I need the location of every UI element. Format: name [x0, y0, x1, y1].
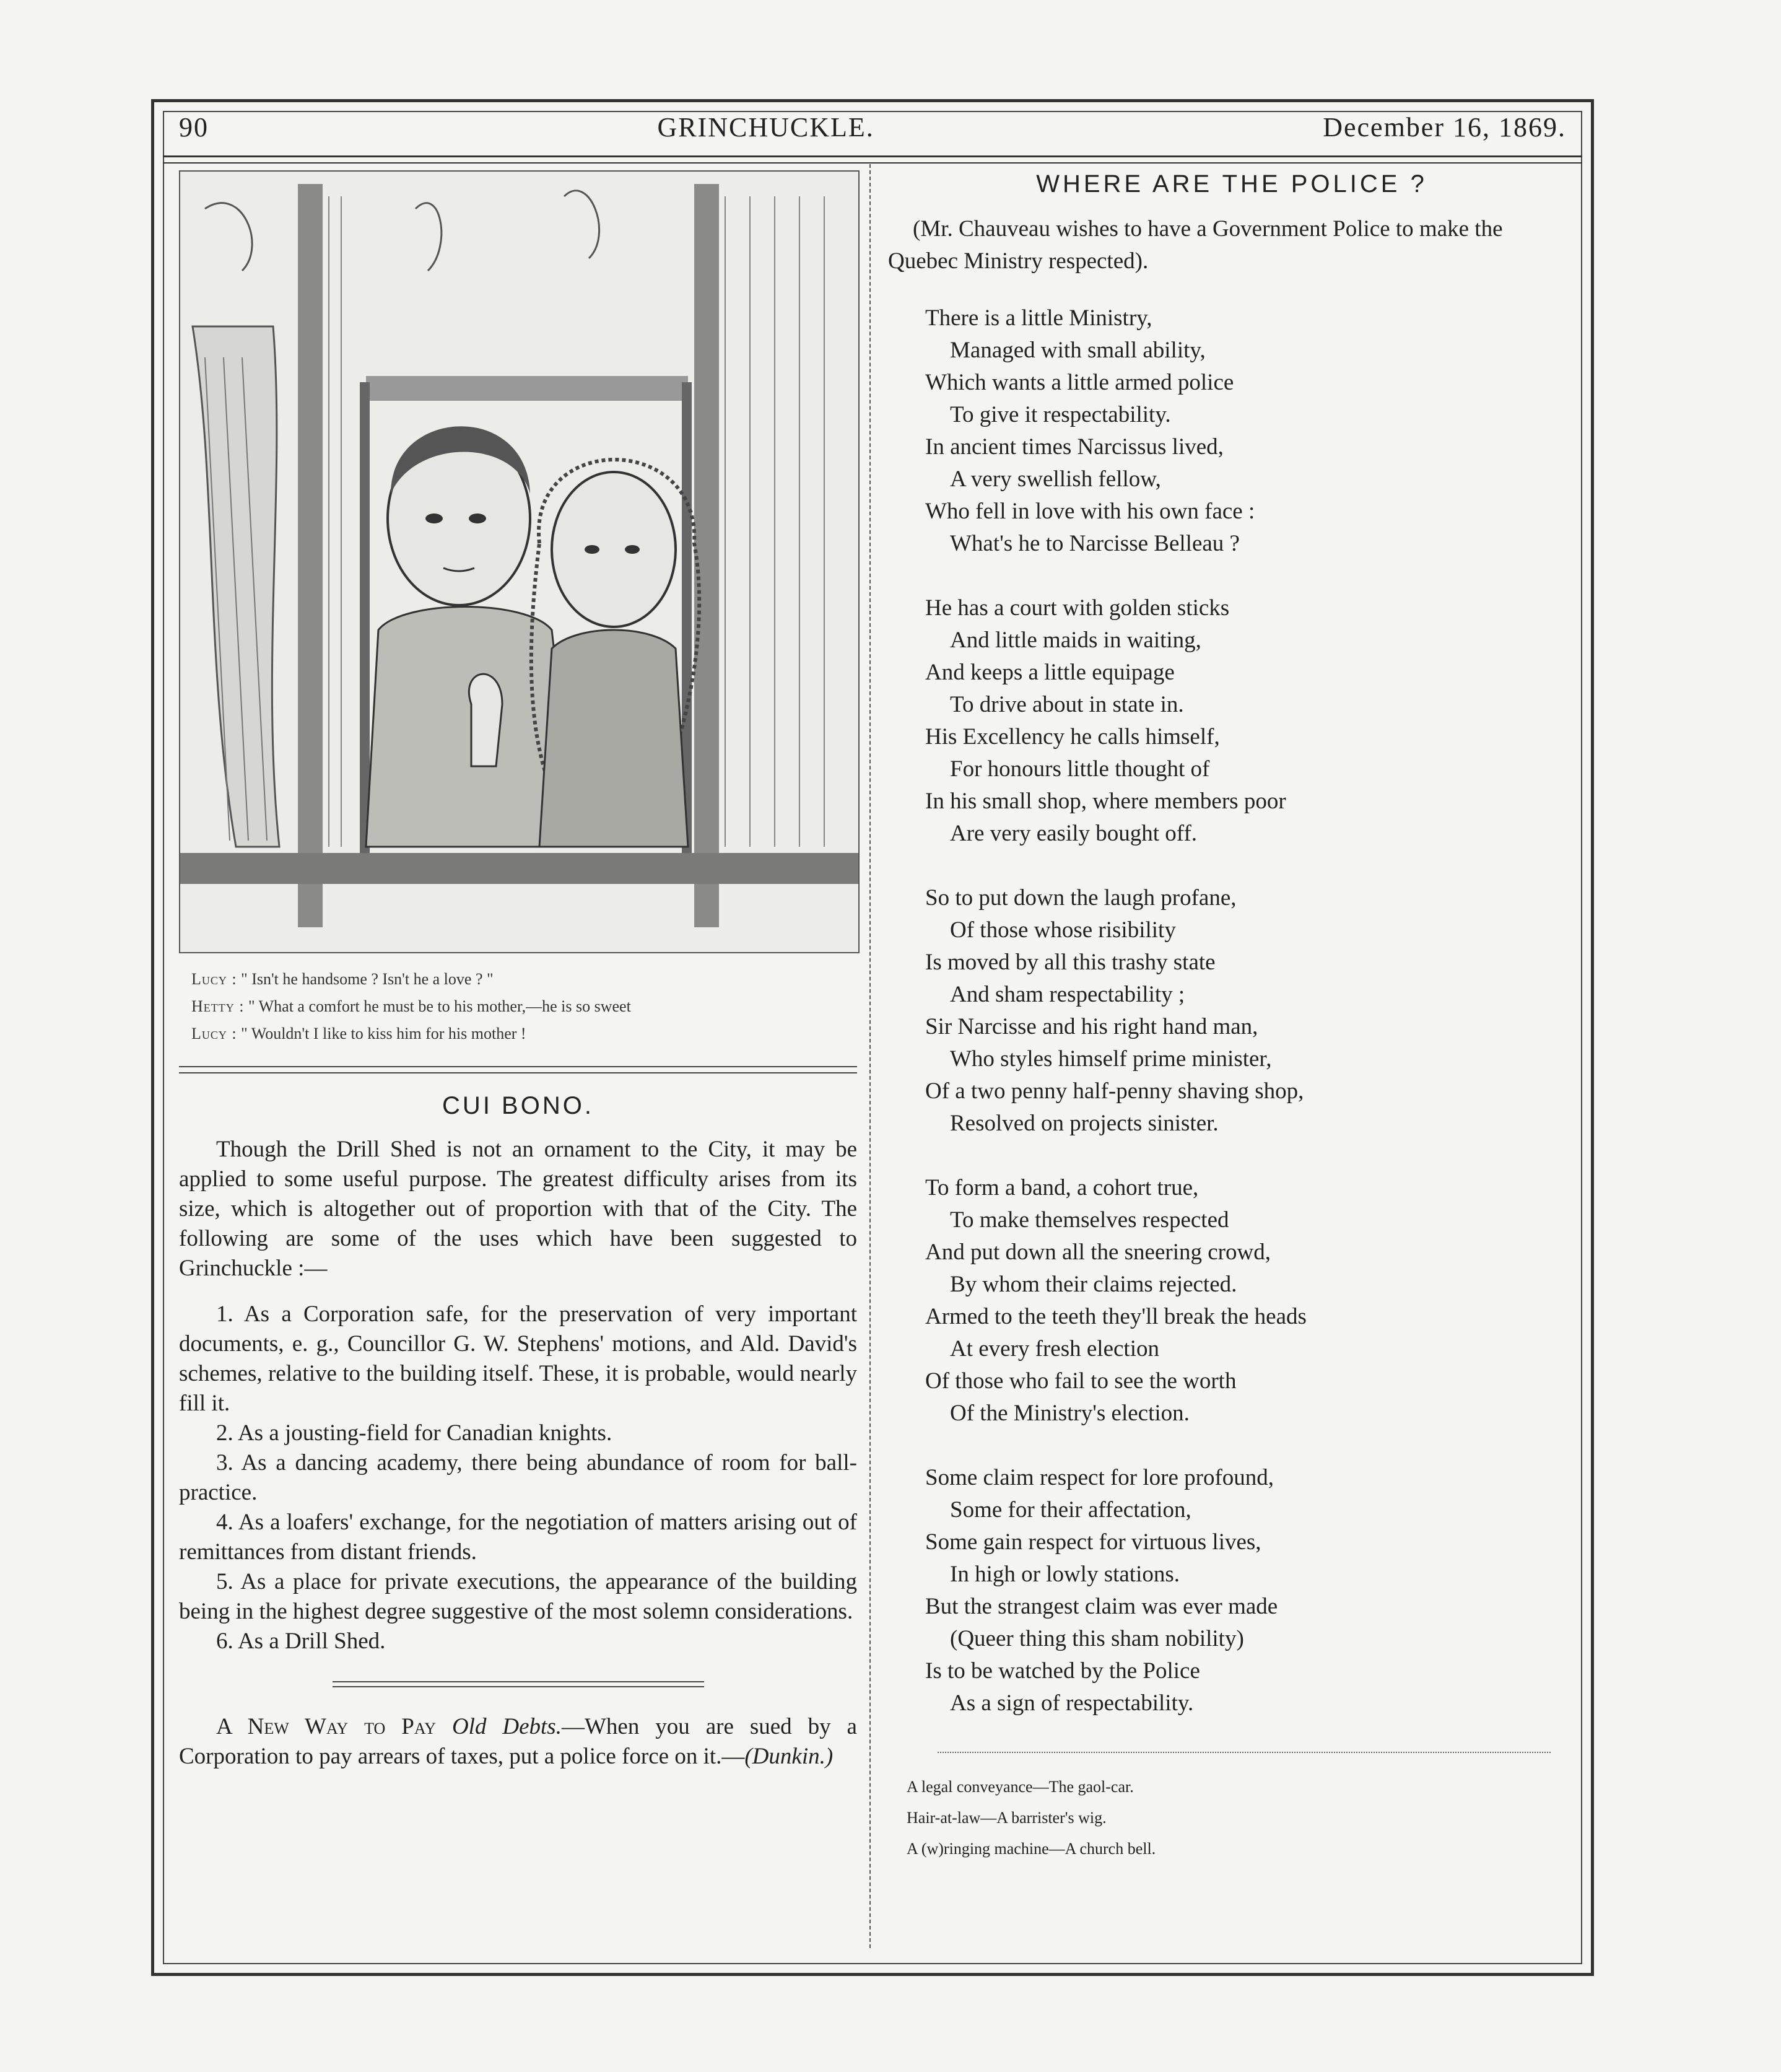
poem-line: Who fell in love with his own face :: [925, 499, 1255, 524]
cui-bono-item: 3. As a dancing academy, there being abundance of room for ball-practice.: [179, 1450, 857, 1505]
poem-line: And little maids in waiting,: [950, 627, 1201, 653]
caption-speaker: Lucy :: [191, 1025, 237, 1043]
poem-line: Of those whose risibility: [950, 917, 1176, 943]
poem-line: In his small shop, where members poor: [925, 789, 1286, 814]
poem-line: He has a court with golden sticks: [925, 595, 1230, 621]
poem-line: To form a band, a cohort true,: [925, 1175, 1199, 1200]
poem-line: There is a little Ministry,: [925, 305, 1152, 331]
poem-stanza: [925, 882, 1575, 1140]
new-way-body: —When you are sued by a Corporation to pay arrears of taxes, put a police force on it.—: [179, 1714, 857, 1769]
caption-text: " Wouldn't I like to kiss him for his mother !: [241, 1025, 526, 1043]
joke-item: A legal conveyance—The gaol-car.: [907, 1778, 1134, 1796]
poem-line: And put down all the sneering crowd,: [925, 1239, 1271, 1265]
joke-item: A (w)ringing machine—A church bell.: [907, 1840, 1156, 1858]
poem-line: Resolved on projects sinister.: [950, 1111, 1219, 1136]
cartoon-caption: [179, 966, 857, 1047]
poem-line: And sham respectability ;: [950, 982, 1185, 1007]
section-divider: [938, 1752, 1551, 1753]
poem-line: Is moved by all this trashy state: [925, 950, 1216, 975]
poem-line: Some for their affectation,: [950, 1497, 1191, 1523]
cui-bono-item: 6. As a Drill Shed.: [216, 1628, 386, 1654]
poem-line: Are very easily bought off.: [950, 821, 1198, 846]
new-way-lead: A New Way to Pay: [216, 1714, 436, 1739]
cui-bono-title: CUI BONO.: [442, 1092, 594, 1119]
cui-bono-intro: Though the Drill Shed is not an ornament to the City, it may be applied to some useful purpose. The greatest difficulty arises from its size, which is altogether out of proportion with that of the City. The following are some of the uses which have been suggested to Grinchuckle :—: [179, 1137, 857, 1281]
poem-line: To make themselves respected: [950, 1207, 1229, 1233]
caption-line: [191, 966, 857, 993]
poem-line: But the strangest claim was ever made: [925, 1594, 1278, 1619]
poem-stanza: [925, 592, 1575, 850]
cartoon-illustration: [179, 170, 860, 953]
caption-speaker: Hetty :: [191, 997, 245, 1015]
poem-line: Of those who fail to see the worth: [925, 1368, 1237, 1394]
poem-line: In high or lowly stations.: [950, 1562, 1180, 1587]
poem-line: To give it respectability.: [950, 402, 1171, 427]
poem-stanza: [925, 1462, 1575, 1720]
poem-intro: (Mr. Chauveau wishes to have a Government Police to make the Quebec Ministry respected).: [888, 216, 1503, 274]
poem-line: Is to be watched by the Police: [925, 1658, 1200, 1684]
new-way-lead-italic: Old Debts.: [451, 1714, 562, 1739]
section-divider: [179, 1066, 857, 1073]
cui-bono-item: 5. As a place for private executions, the appearance of the building being in the highest degree suggestive of the most solemn considerations.: [179, 1569, 857, 1624]
jokes-list: [888, 1772, 1575, 1864]
page-frame: [151, 99, 1594, 1976]
poem-line: What's he to Narcisse Belleau ?: [950, 531, 1240, 556]
poem-line: For honours little thought of: [950, 756, 1210, 782]
section-divider: [333, 1681, 704, 1687]
masthead-title: GRINCHUCKLE.: [657, 111, 874, 142]
issue-date: December 16, 1869.: [1323, 111, 1566, 142]
column-divider: [869, 164, 871, 1948]
new-way-paragraph: [179, 1712, 857, 1772]
poem-stanza: [925, 302, 1575, 560]
poem-line: Some gain respect for virtuous lives,: [925, 1529, 1261, 1555]
poem-line: Who styles himself prime minister,: [950, 1046, 1272, 1072]
header-rule: [163, 155, 1582, 164]
caption-speaker: Lucy :: [191, 970, 237, 988]
poem-line: By whom their claims rejected.: [950, 1272, 1237, 1297]
cui-bono-item: 1. As a Corporation safe, for the preservation of very important documents, e. g., Councillor G. W. Stephens' motions, and Ald. David's schemes, relative to the building itself. These, it is probable, would nearly fill it.: [179, 1301, 857, 1416]
poem-line: Which wants a little armed police: [925, 370, 1234, 395]
poem-stanza: [925, 1172, 1575, 1430]
caption-text: " Isn't he handsome ? Isn't he a love ? ": [241, 970, 494, 988]
page-header: [179, 108, 1566, 146]
page-number: 90: [179, 111, 209, 142]
right-column: [888, 170, 1575, 1864]
poem-line: As a sign of respectability.: [950, 1690, 1194, 1716]
joke-item: Hair-at-law—A barrister's wig.: [907, 1809, 1107, 1827]
poem-line: His Excellency he calls himself,: [925, 724, 1220, 750]
caption-text: " What a comfort he must be to his mother,—he is so sweet: [248, 997, 631, 1015]
cui-bono-item: 2. As a jousting-field for Canadian knights.: [216, 1420, 612, 1446]
new-way-attribution: (Dunkin.): [744, 1744, 834, 1769]
poem-line: Of the Ministry's election.: [950, 1401, 1190, 1426]
poem-line: (Queer thing this sham nobility): [950, 1626, 1244, 1651]
poem-line: Sir Narcisse and his right hand man,: [925, 1014, 1258, 1039]
cartoon-two-women-at-window: [180, 172, 858, 952]
poem-line: In ancient times Narcissus lived,: [925, 434, 1224, 460]
caption-line: [191, 1020, 857, 1047]
poem-line: At every fresh election: [950, 1336, 1159, 1362]
caption-line: [191, 993, 857, 1020]
poem-line: And keeps a little equipage: [925, 660, 1175, 685]
poem-title: WHERE ARE THE POLICE ?: [1036, 170, 1427, 198]
poem-line: Some claim respect for lore profound,: [925, 1465, 1274, 1490]
cui-bono-article: [179, 1135, 857, 1656]
poem-line: Managed with small ability,: [950, 338, 1206, 363]
cui-bono-item: 4. As a loafers' exchange, for the negotiation of matters arising out of remittances from distant friends.: [179, 1510, 857, 1565]
poem-line: Armed to the teeth they'll break the heads: [925, 1304, 1307, 1329]
poem-line: A very swellish fellow,: [950, 466, 1161, 492]
poem-line: So to put down the laugh profane,: [925, 885, 1237, 911]
poem-line: Of a two penny half-penny shaving shop,: [925, 1078, 1304, 1104]
poem-line: To drive about in state in.: [950, 692, 1184, 717]
left-column: [179, 170, 857, 1772]
